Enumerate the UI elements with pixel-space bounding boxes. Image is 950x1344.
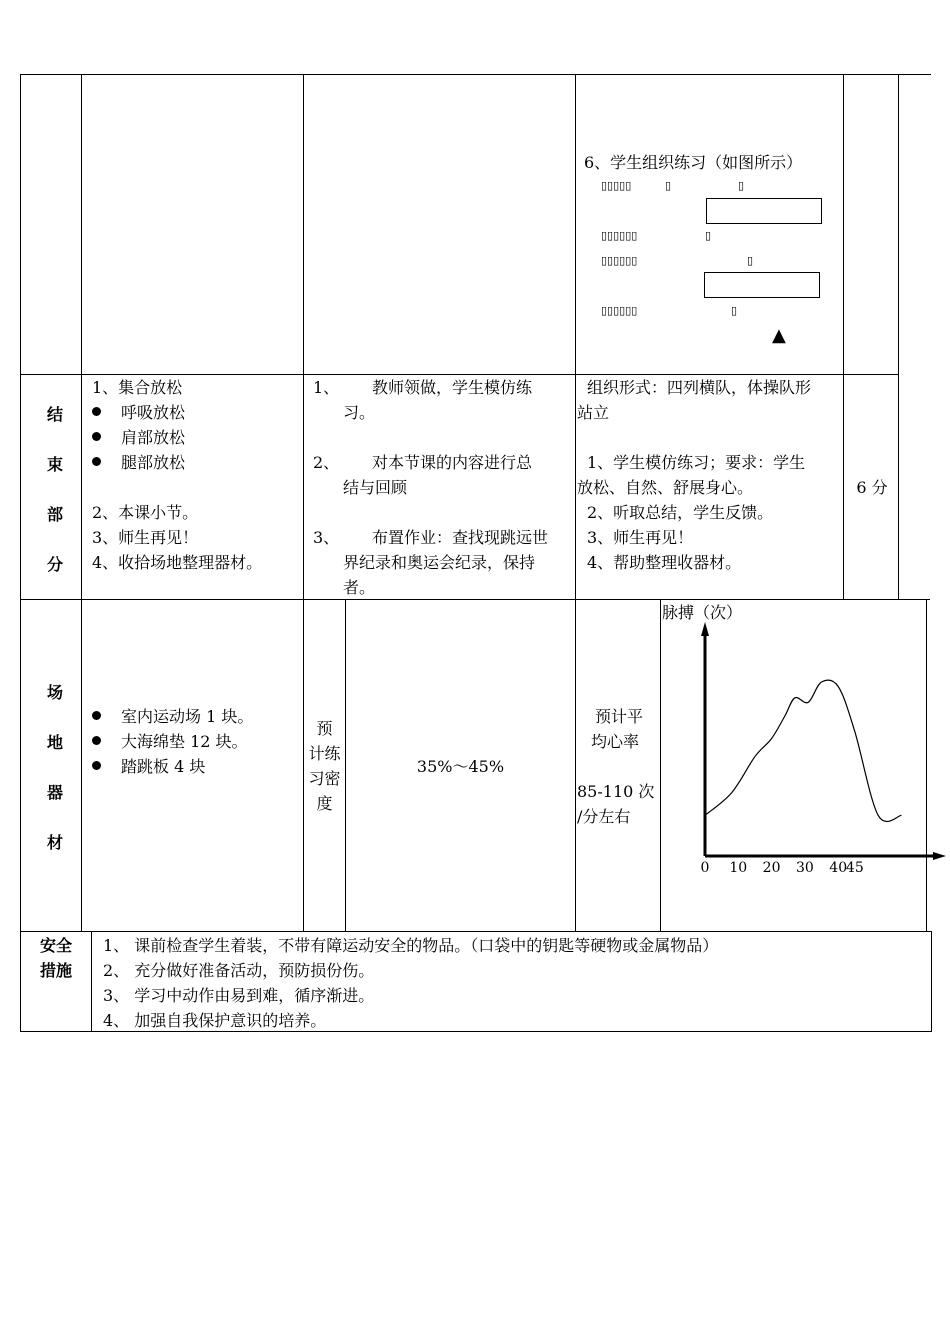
equipment-text: 室内运动场 1 块。 [121, 707, 254, 726]
section-char: 地 [46, 733, 63, 752]
diagram-row-label: ▯▯▯▯▯▯ [601, 229, 638, 242]
pulse-chart-svg [661, 600, 950, 931]
density-label: 预 [316, 719, 333, 738]
section-char: 部 [46, 505, 63, 524]
pulse-chart [661, 600, 950, 931]
grid-line [91, 931, 92, 1032]
teacher-num: 2、 [313, 453, 340, 472]
grid-line [575, 74, 576, 932]
equipment-item [92, 729, 248, 754]
equipment-text: 大海绵垫 12 块。 [121, 732, 248, 751]
diagram-row-label: ▯▯▯▯▯▯ [601, 254, 638, 267]
teacher-text: 者。 [343, 578, 376, 597]
density-label: 度 [316, 794, 333, 813]
safety-item: 4、 加强自我保护意识的培养。 [103, 1011, 327, 1030]
student-text: 3、师生再见！ [587, 528, 694, 547]
diagram-mark: ▯ [705, 229, 712, 242]
practice-title: 6、学生组织练习（如图所示） [584, 153, 803, 172]
heart-rate-value: /分左右 [577, 807, 631, 826]
grid-line [20, 74, 21, 1032]
y-axis-arrow [701, 622, 709, 636]
student-text: 1、学生模仿练习；要求：学生 [587, 453, 806, 472]
teacher-text: 教师领做，学生模仿练 [372, 378, 533, 397]
x-tick-label: 30 [795, 860, 814, 876]
pulse-curve [705, 680, 901, 821]
heart-rate-label: 均心率 [591, 732, 640, 751]
teacher-text: 布置作业：查找现跳远世 [372, 528, 549, 547]
section-char: 束 [46, 455, 63, 474]
teacher-text: 界纪录和奥运会纪录，保持 [343, 553, 536, 572]
student-text: 4、帮助整理收器材。 [587, 553, 742, 572]
equipment-item [92, 754, 205, 779]
bullet-item [92, 400, 185, 425]
teacher-text: 结与回顾 [343, 478, 408, 497]
heart-rate-value: 85-110 次 [577, 782, 655, 801]
safety-title: 安全 [39, 936, 72, 955]
student-text: 组织形式：四列横队，体操队形 [587, 378, 812, 397]
x-tick-labels [701, 860, 864, 876]
teacher-num: 3、 [313, 528, 340, 547]
content-item: 3、师生再见！ [92, 528, 199, 547]
equipment-text: 踏跳板 4 块 [121, 757, 206, 776]
teacher-num: 1、 [313, 378, 340, 397]
heart-rate-label: 预计平 [595, 707, 644, 726]
equipment-item [92, 704, 253, 729]
x-tick-label: 20 [762, 860, 781, 876]
safety-item: 2、 充分做好准备活动，预防损份伤。 [103, 961, 375, 980]
bullet-text: 肩部放松 [121, 428, 186, 447]
section-char: 材 [46, 833, 63, 852]
section-char: 场 [46, 683, 63, 702]
student-text: 2、听取总结，学生反馈。 [587, 503, 774, 522]
grid-line [20, 74, 931, 75]
student-text: 站立 [577, 403, 610, 422]
grid-line [898, 74, 899, 600]
diagram-mark: ▯ [738, 179, 745, 192]
safety-item: 3、 学习中动作由易到难，循序渐进。 [103, 986, 375, 1005]
grid-line [81, 74, 82, 932]
chart-ylabel: 脉搏（次） [662, 603, 743, 622]
safety-title: 措施 [39, 961, 72, 980]
density-value: 35%～45% [416, 757, 505, 776]
diagram-row-label: ▯▯▯▯▯ [601, 179, 632, 192]
bullet-text: 呼吸放松 [121, 403, 186, 422]
grid-line [20, 931, 932, 932]
time-value: 6 分 [856, 478, 888, 497]
diagram-mark: ▯ [665, 179, 672, 192]
diagram-mark: ▯ [747, 254, 754, 267]
bullet-text: 腿部放松 [121, 453, 186, 472]
teacher-text: 对本节课的内容进行总 [372, 453, 533, 472]
x-tick-label: 45 [845, 860, 864, 876]
x-tick-label: 40 [829, 860, 848, 876]
content-item: 4、收拾场地整理器材。 [92, 553, 263, 572]
section-char: 分 [46, 555, 63, 574]
section-char: 器 [46, 783, 63, 802]
x-axis-arrow [933, 852, 946, 860]
diagram-mat [704, 272, 820, 298]
x-tick-label: 0 [700, 860, 710, 876]
diagram-mat [706, 198, 822, 224]
student-text: 放松、自然、舒展身心。 [577, 478, 754, 497]
grid-line [931, 931, 932, 1032]
content-item: 1、集合放松 [92, 378, 183, 397]
grid-line [843, 74, 844, 600]
density-label: 习密 [308, 769, 341, 788]
density-label: 计练 [308, 744, 341, 763]
diagram-mark: ▯ [731, 304, 738, 317]
teacher-triangle-icon: ▲ [772, 325, 786, 346]
content-item: 2、本课小节。 [92, 503, 199, 522]
bullet-item [92, 450, 185, 475]
x-tick-label: 10 [729, 860, 748, 876]
safety-item: 1、 课前检查学生着装，不带有障运动安全的物品。（口袋中的钥匙等硬物或金属物品） [103, 936, 719, 955]
section-char: 结 [46, 405, 63, 424]
bullet-item [92, 425, 185, 450]
teacher-text: 习。 [343, 403, 376, 422]
diagram-row-label: ▯▯▯▯▯▯ [601, 304, 638, 317]
